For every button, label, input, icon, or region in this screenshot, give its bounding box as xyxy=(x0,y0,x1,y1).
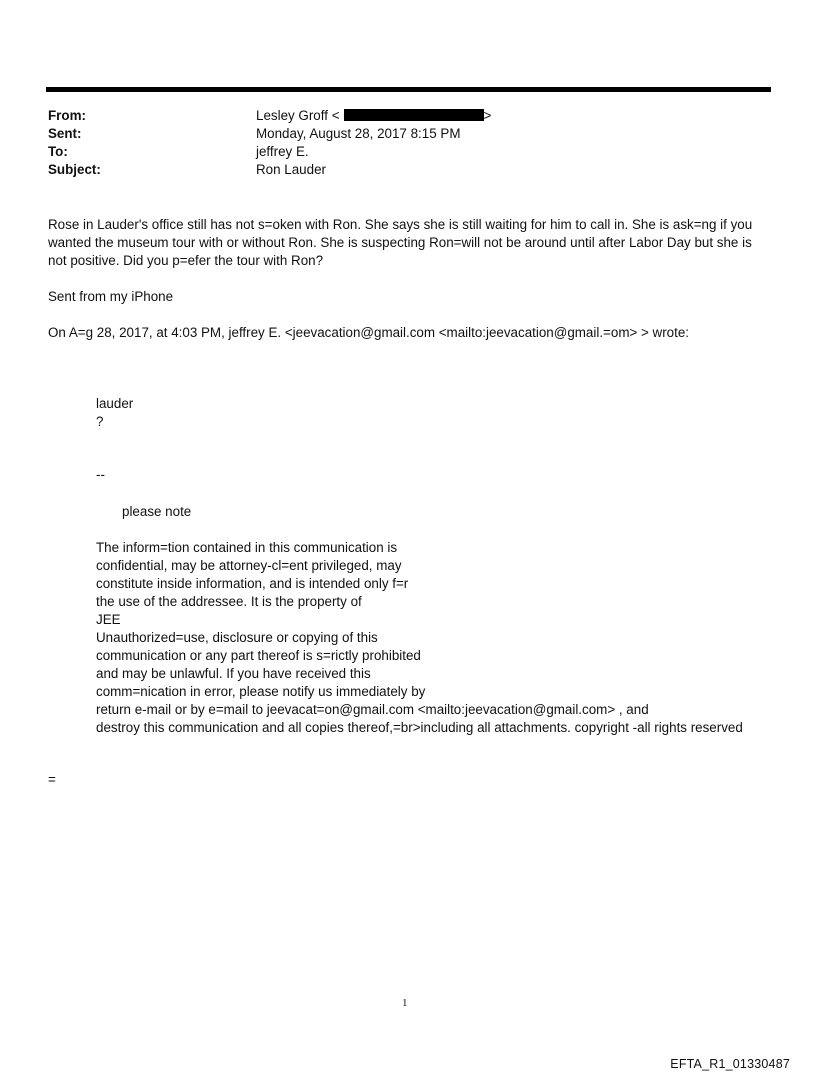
page-number: 1 xyxy=(402,997,408,1009)
disclaimer-line: constitute inside information, and is intended only f=r xyxy=(96,576,409,591)
to-value: jeffrey E. xyxy=(256,144,309,159)
disclaimer-line: Unauthorized=use, disclosure or copying of this xyxy=(96,630,378,645)
from-name: Lesley Groff xyxy=(256,108,328,123)
signature: Sent from my iPhone xyxy=(48,289,174,304)
from-value xyxy=(256,107,491,125)
paragraph-line: wanted the museum tour with or without Ron. She is suspecting Ron=will not be around until after Labor Day but she is xyxy=(48,235,752,250)
message-paragraph xyxy=(48,216,752,270)
header-rule xyxy=(46,87,771,92)
disclaimer-line: communication or any part thereof is s=rictly prohibited xyxy=(96,648,421,663)
subject-value: Ron Lauder xyxy=(256,162,326,177)
disclaimer-line: comm=nication in error, please notify us immediately by xyxy=(96,684,426,699)
redaction-bar xyxy=(344,109,484,121)
from-open-bracket: < xyxy=(331,108,340,123)
quote-intro: On A=g 28, 2017, at 4:03 PM, jeffrey E. <jeevacation@gmail.com <mailto:jeevacation@gmail.=om> > wrote: xyxy=(48,325,690,340)
to-label: To: xyxy=(48,144,68,159)
from-label: From: xyxy=(48,108,86,123)
quoted-line-2: ? xyxy=(96,414,104,429)
sent-label: Sent: xyxy=(48,126,82,141)
bates-number: EFTA_R1_01330487 xyxy=(670,1057,790,1071)
sent-value: Monday, August 28, 2017 8:15 PM xyxy=(256,126,461,141)
from-close-bracket: > xyxy=(483,108,492,123)
disclaimer-line: destroy this communication and all copies thereof,=br>including all attachments. copyright -all rights reserved xyxy=(96,720,743,735)
quoted-separator: -- xyxy=(96,467,105,482)
disclaimer-line: the use of the addressee. It is the property of xyxy=(96,594,362,609)
paragraph-line: not positive. Did you p=efer the tour with Ron? xyxy=(48,253,324,268)
disclaimer-line: JEE xyxy=(96,612,121,627)
disclaimer-line: The inform=tion contained in this communication is xyxy=(96,540,398,555)
paragraph-line: Rose in Lauder's office still has not s=oken with Ron. She says she is still waiting for him to call in. She is ask=ng if you xyxy=(48,217,753,232)
disclaimer xyxy=(96,539,743,737)
quoted-line-1: lauder xyxy=(96,396,134,411)
trailing-equals: = xyxy=(48,772,56,787)
please-note: please note xyxy=(122,504,192,519)
disclaimer-line: return e-mail or by e=mail to jeevacat=on@gmail.com <mailto:jeevacation@gmail.com> , and xyxy=(96,702,649,717)
disclaimer-line: confidential, may be attorney-cl=ent privileged, may xyxy=(96,558,402,573)
disclaimer-line: and may be unlawful. If you have received this xyxy=(96,666,371,681)
subject-label: Subject: xyxy=(48,162,101,177)
